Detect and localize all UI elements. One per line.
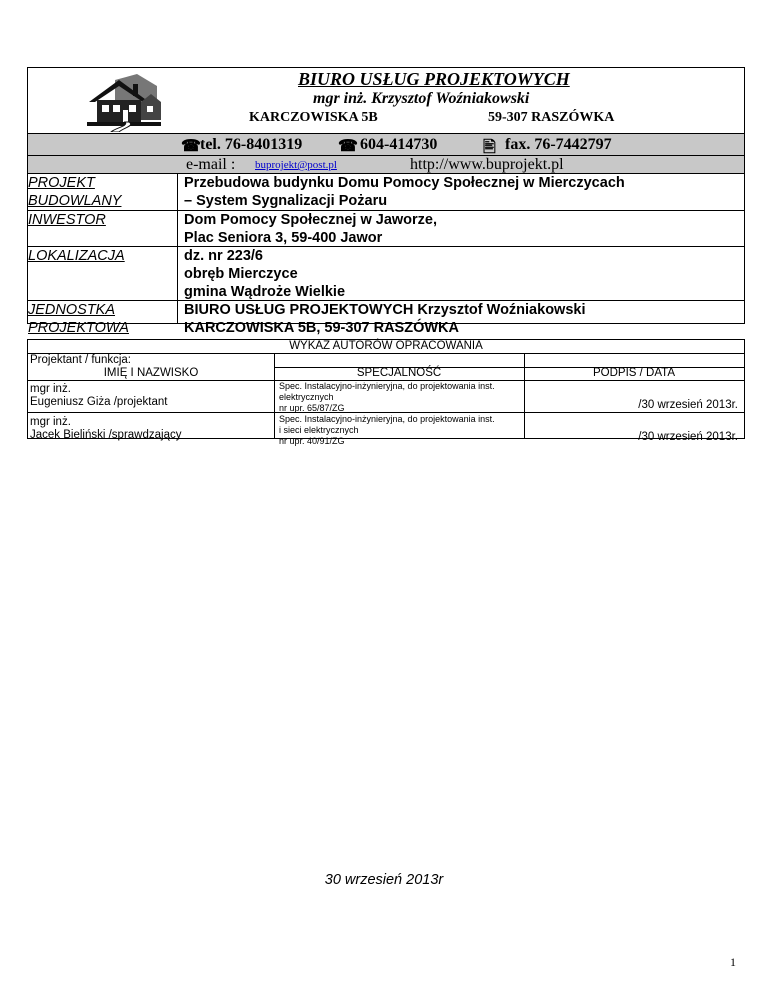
label-location: LOKALIZACJA (28, 248, 125, 264)
authors-table (27, 339, 745, 446)
label-project-line: PROJEKT (28, 175, 95, 191)
project-title-line: Przebudowa budynku Domu Pomocy Społecznej w Mierczycach (184, 175, 625, 191)
company-name: BIURO USŁUG PROJEKTOWYCH (298, 69, 570, 89)
author-row-1-specialty (279, 381, 495, 414)
page-number: 1 (730, 955, 736, 969)
location-line: dz. nr 223/6 (184, 248, 263, 264)
location-details (184, 247, 345, 301)
project-title-line: – System Sygnalizacji Pożaru (184, 193, 388, 209)
company-owner: mgr inż. Krzysztof Woźniakowski (313, 90, 530, 107)
author-title: mgr inż. (30, 416, 71, 428)
project-title (184, 174, 625, 210)
header-name: IMIĘ I NAZWISKO (103, 367, 199, 379)
author-title: mgr inż. (30, 383, 71, 395)
author-row-1-date: /30 wrzesień 2013r. (638, 399, 738, 411)
investor-line: Plac Seniora 3, 59-400 Jawor (184, 230, 383, 246)
specialty-line: Spec. Instalacyjno-inżynieryjna, do projektowania inst. (279, 381, 495, 391)
unit-line: KARCZOWISKA 5B, 59-307 RASZÓWKA (184, 320, 459, 336)
location-line: gmina Wądroże Wielkie (184, 284, 346, 300)
company-street: KARCZOWISKA 5B (249, 110, 378, 125)
fax-number: fax. 76-7442797 (505, 136, 612, 153)
label-unit-line: JEDNOSTKA (28, 302, 116, 318)
email-link[interactable]: buprojekt@post.pl (255, 159, 337, 171)
authors-title: WYKAZ AUTORÓW OPRACOWANIA (289, 340, 483, 352)
email-label: e-mail : (186, 156, 240, 173)
table-rule (28, 380, 274, 381)
author-name: Eugeniusz Giża /projektant (30, 396, 168, 408)
location-line: obręb Mierczyce (184, 266, 298, 282)
company-header (28, 68, 744, 133)
investor-line: Dom Pomocy Społecznej w Jaworze, (184, 212, 438, 228)
specialty-line: elektrycznych (279, 392, 334, 402)
investor-details (184, 211, 437, 247)
specialty-line: nr upr. 65/87/ZG (279, 403, 345, 413)
table-col-divider (274, 353, 275, 438)
specialty-line: Spec. Instalacyjno-inżynieryjna, do projektowania inst. (279, 414, 495, 424)
title-block (27, 67, 745, 336)
author-row-2-date: /30 wrzesień 2013r. (638, 431, 738, 443)
website[interactable]: http://www.buprojekt.pl (410, 156, 564, 173)
author-name: Jacek Bieliński /sprawdzający (30, 429, 182, 441)
label-unit-line: PROJEKTOWA (28, 320, 129, 336)
unit-line: BIURO USŁUG PROJEKTOWYCH Krzysztof Woźniakowski (184, 302, 586, 318)
footer-date: 30 wrzesień 2013r (324, 872, 444, 888)
company-city: 59-307 RASZÓWKA (488, 110, 615, 125)
table-col-divider (524, 353, 525, 438)
project-info-grid (28, 174, 744, 336)
table-rule (28, 353, 744, 354)
fax-icon: 🖹 (483, 139, 496, 156)
header-signature: PODPIS / DATA (592, 367, 675, 379)
contact-phones (28, 133, 744, 156)
contact-web (28, 156, 744, 174)
author-row-2-specialty (279, 414, 495, 447)
label-unit (28, 301, 177, 337)
phone-icon: ☎ (338, 138, 358, 155)
phone-mobile: 604-414730 (360, 136, 438, 153)
label-project (28, 174, 177, 210)
author-row-2-name (30, 416, 181, 442)
header-specialty: SPECJALNOŚĆ (356, 367, 442, 379)
label-investor: INWESTOR (28, 212, 106, 228)
author-row-1-name (30, 383, 167, 409)
phone-primary: tel. 76-8401319 (200, 136, 303, 153)
specialty-line: nr upr. 40/91/ZG (279, 436, 345, 446)
label-project-line: BUDOWLANY (28, 193, 122, 209)
house-logo-icon (85, 72, 163, 132)
specialty-line: i sieci elektrycznych (279, 425, 359, 435)
unit-details (184, 301, 585, 337)
header-role: Projektant / funkcja: (30, 354, 131, 366)
phone-icon: ☎ (181, 138, 201, 155)
